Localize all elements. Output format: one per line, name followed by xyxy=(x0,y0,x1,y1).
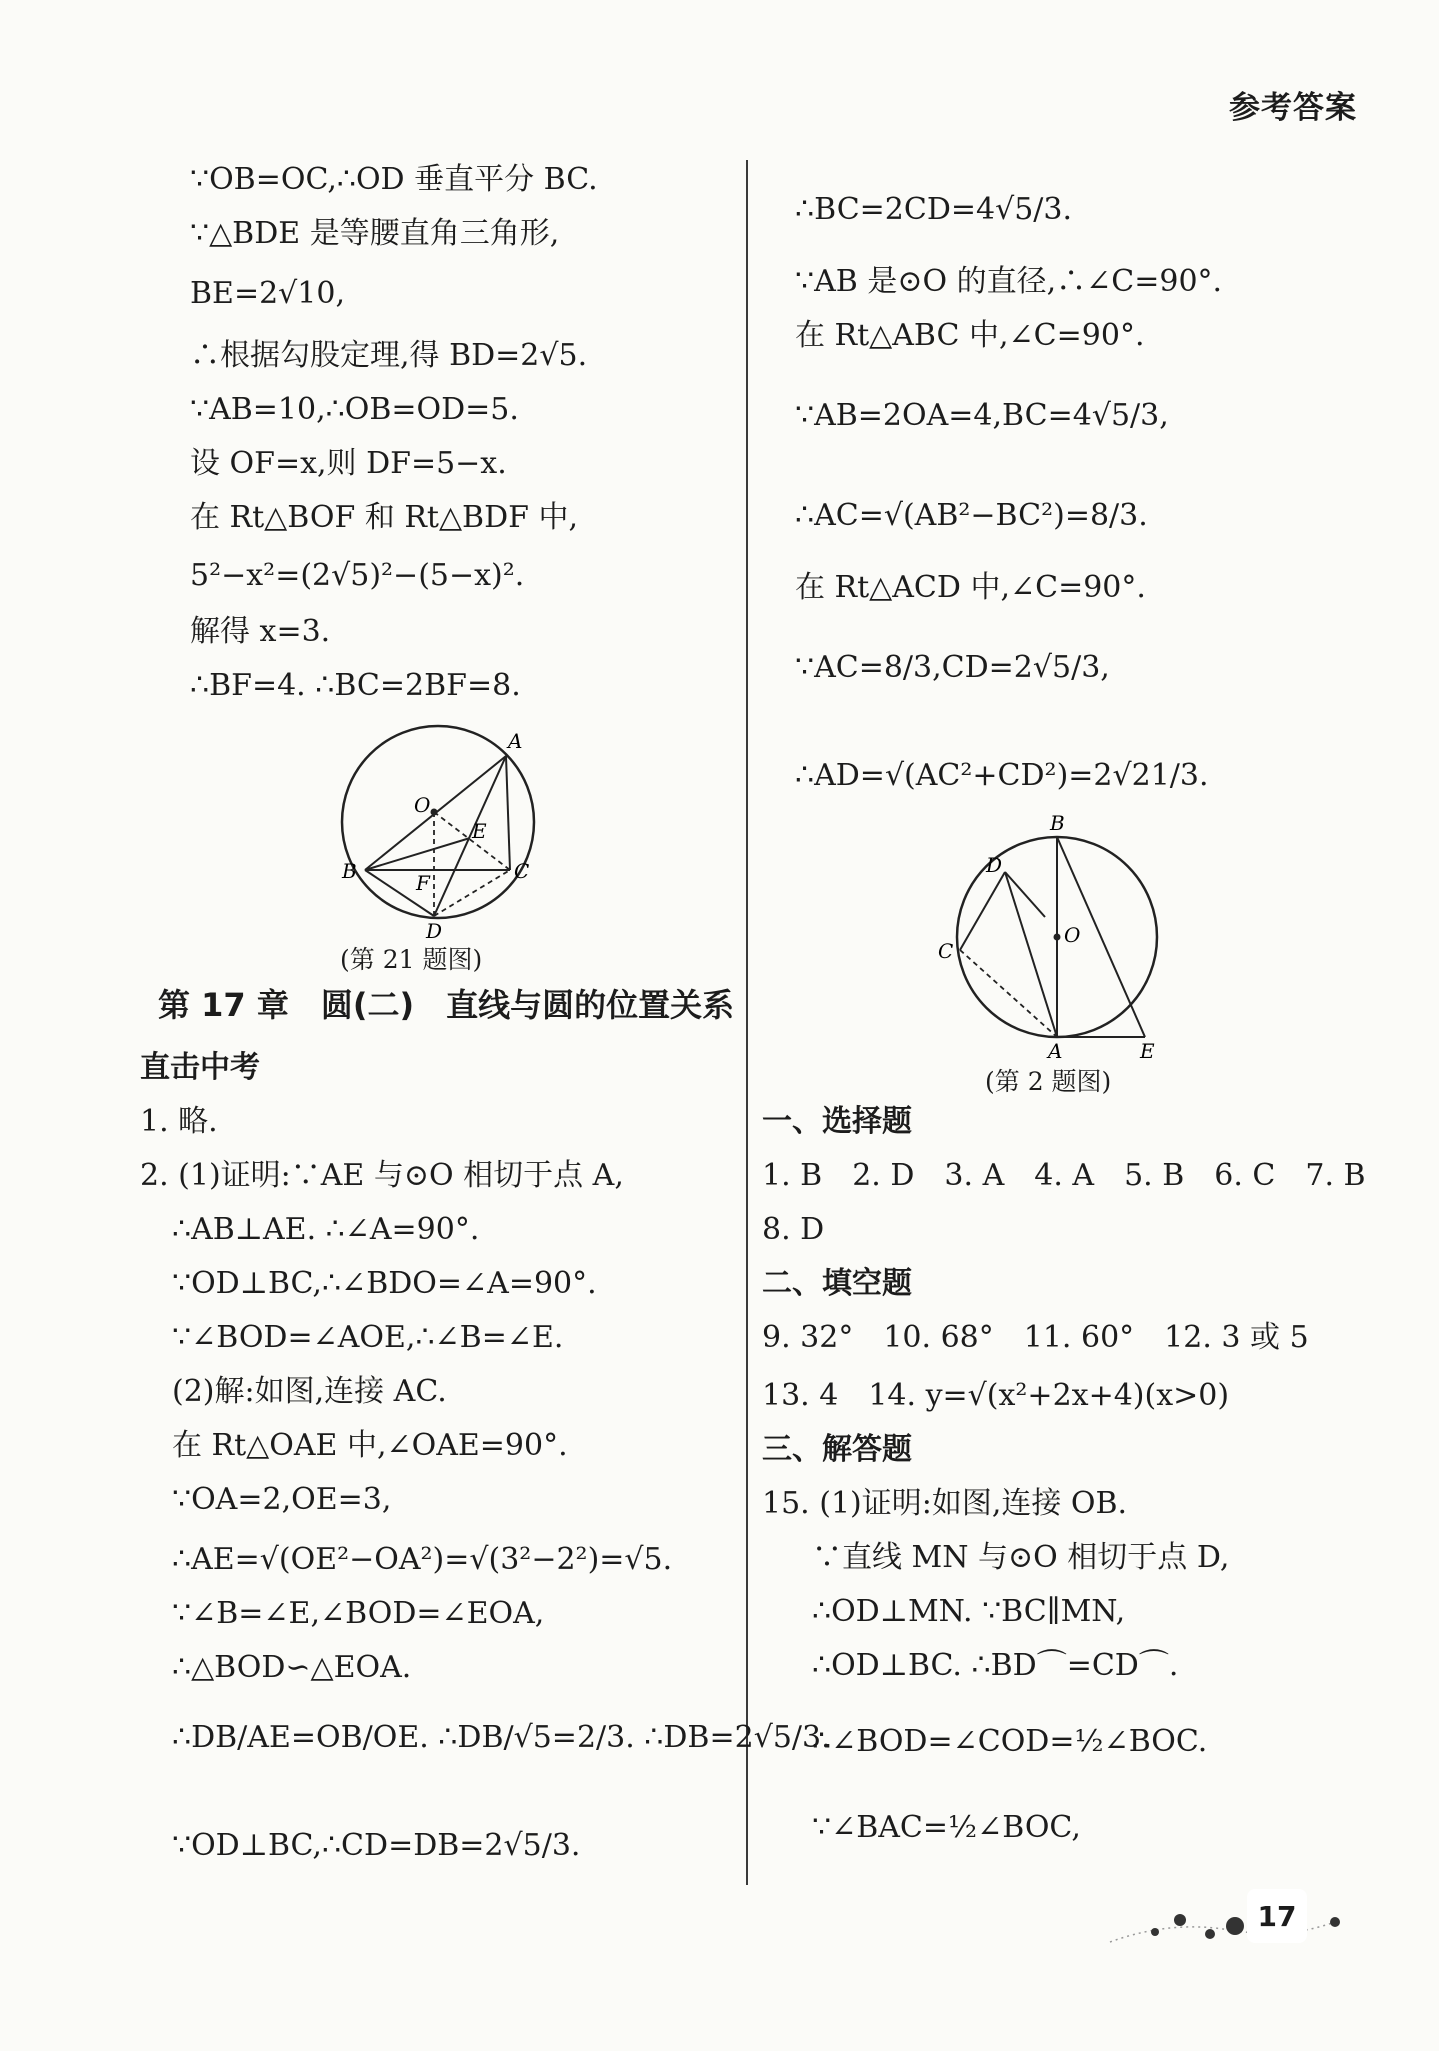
page-number: 17 xyxy=(1247,1889,1307,1943)
figure-2-caption: (第 2 题图) xyxy=(985,1067,1112,1096)
right-line-2: ∵AB 是⊙O 的直径,∴∠C=90°. xyxy=(795,264,1223,299)
fig21-label-c: C xyxy=(514,859,530,883)
figure-2 xyxy=(938,811,1170,1063)
fig21-label-d: D xyxy=(426,919,443,943)
fig21-label-f: F xyxy=(416,871,430,895)
q15-line-6: ∵∠BAC=½∠BOC, xyxy=(812,1810,1081,1845)
q15-line-5: ∴∠BOD=∠COD=½∠BOC. xyxy=(812,1724,1208,1759)
header-title: 参考答案 xyxy=(1229,90,1357,126)
right-line-7: ∵AC=8/3,CD=2√5/3, xyxy=(795,650,1110,685)
figure-21 xyxy=(330,720,550,943)
right-line-3: 在 Rt△ABC 中,∠C=90°. xyxy=(795,318,1145,353)
fill-answers-line-1: 9. 32° 10. 68° 11. 60° 12. 3 或 5 xyxy=(762,1320,1309,1355)
fig2-label-a: A xyxy=(1048,1039,1063,1063)
q15-line-1: 15. (1)证明:如图,连接 OB. xyxy=(762,1486,1128,1521)
left-line-4: ∴根据勾股定理,得 BD=2√5. xyxy=(190,338,588,373)
fig21-label-b: B xyxy=(342,859,357,883)
right-line-5: ∴AC=√(AB²−BC²)=8/3. xyxy=(795,498,1148,533)
q15-line-2: ∵直线 MN 与⊙O 相切于点 D, xyxy=(812,1540,1230,1575)
item-2-line-3: ∵OD⊥BC,∴∠BDO=∠A=90°. xyxy=(172,1266,597,1301)
section-solve: 三、解答题 xyxy=(762,1432,912,1467)
fig2-label-o: O xyxy=(1064,923,1081,947)
item-2-line-9: ∵∠B=∠E,∠BOD=∠EOA, xyxy=(172,1596,545,1631)
right-line-1: ∴BC=2CD=4√5/3. xyxy=(795,192,1073,227)
item-2-line-10: ∴△BOD∽△EOA. xyxy=(172,1650,412,1685)
item-1: 1. 略. xyxy=(140,1104,218,1139)
item-2-line-5: (2)解:如图,连接 AC. xyxy=(172,1374,447,1409)
item-2-line-7: ∵OA=2,OE=3, xyxy=(172,1482,392,1517)
chapter-title: 第 17 章 圆(二) 直线与圆的位置关系 xyxy=(158,986,735,1024)
item-2-line-2: ∴AB⊥AE. ∴∠A=90°. xyxy=(172,1212,480,1247)
left-line-3: BE=2√10, xyxy=(190,276,345,311)
left-line-2: ∵△BDE 是等腰直角三角形, xyxy=(190,216,560,251)
fig21-label-e: E xyxy=(472,819,487,843)
right-line-6: 在 Rt△ACD 中,∠C=90°. xyxy=(795,570,1146,605)
item-2-line-11: ∴DB/AE=OB/OE. ∴DB/√5=2/3. ∴DB=2√5/3. xyxy=(172,1720,831,1755)
fill-answers-line-2: 13. 4 14. y=√(x²+2x+4)(x>0) xyxy=(762,1378,1230,1413)
item-2-line-6: 在 Rt△OAE 中,∠OAE=90°. xyxy=(172,1428,568,1463)
right-line-8: ∴AD=√(AC²+CD²)=2√21/3. xyxy=(795,758,1209,793)
q15-line-3: ∴OD⊥MN. ∵BC∥MN, xyxy=(812,1594,1126,1629)
fig21-label-o: O xyxy=(414,793,431,817)
fig2-label-b: B xyxy=(1050,811,1065,835)
right-line-4: ∵AB=2OA=4,BC=4√5/3, xyxy=(795,398,1169,433)
left-line-5: ∵AB=10,∴OB=OD=5. xyxy=(190,392,519,427)
fig2-label-e: E xyxy=(1140,1039,1155,1063)
choice-answers-line-2: 8. D xyxy=(762,1212,825,1247)
left-line-7: 在 Rt△BOF 和 Rt△BDF 中, xyxy=(190,500,579,535)
fig2-label-d: D xyxy=(986,853,1003,877)
q15-line-4: ∴OD⊥BC. ∴BD⌒=CD⌒. xyxy=(812,1648,1179,1683)
left-line-9: 解得 x=3. xyxy=(190,614,331,649)
figure-21-caption: (第 21 题图) xyxy=(340,945,483,974)
column-divider xyxy=(746,160,748,1885)
item-2-line-1: 2. (1)证明:∵AE 与⊙O 相切于点 A, xyxy=(140,1158,624,1193)
section-zhiji-zhongkao: 直击中考 xyxy=(140,1050,260,1085)
section-fill: 二、填空题 xyxy=(762,1266,912,1301)
item-2-line-4: ∵∠BOD=∠AOE,∴∠B=∠E. xyxy=(172,1320,564,1355)
fig2-label-c: C xyxy=(938,939,954,963)
left-line-8: 5²−x²=(2√5)²−(5−x)². xyxy=(190,558,525,593)
left-line-1: ∵OB=OC,∴OD 垂直平分 BC. xyxy=(190,162,598,197)
choice-answers-line-1: 1. B 2. D 3. A 4. A 5. B 6. C 7. B xyxy=(762,1158,1366,1193)
left-line-6: 设 OF=x,则 DF=5−x. xyxy=(190,446,507,481)
left-line-10: ∴BF=4. ∴BC=2BF=8. xyxy=(190,668,521,703)
item-2-line-8: ∴AE=√(OE²−OA²)=√(3²−2²)=√5. xyxy=(172,1542,673,1577)
section-choice: 一、选择题 xyxy=(762,1104,912,1139)
fig21-label-a: A xyxy=(508,729,523,753)
item-2-line-12: ∵OD⊥BC,∴CD=DB=2√5/3. xyxy=(172,1828,581,1863)
